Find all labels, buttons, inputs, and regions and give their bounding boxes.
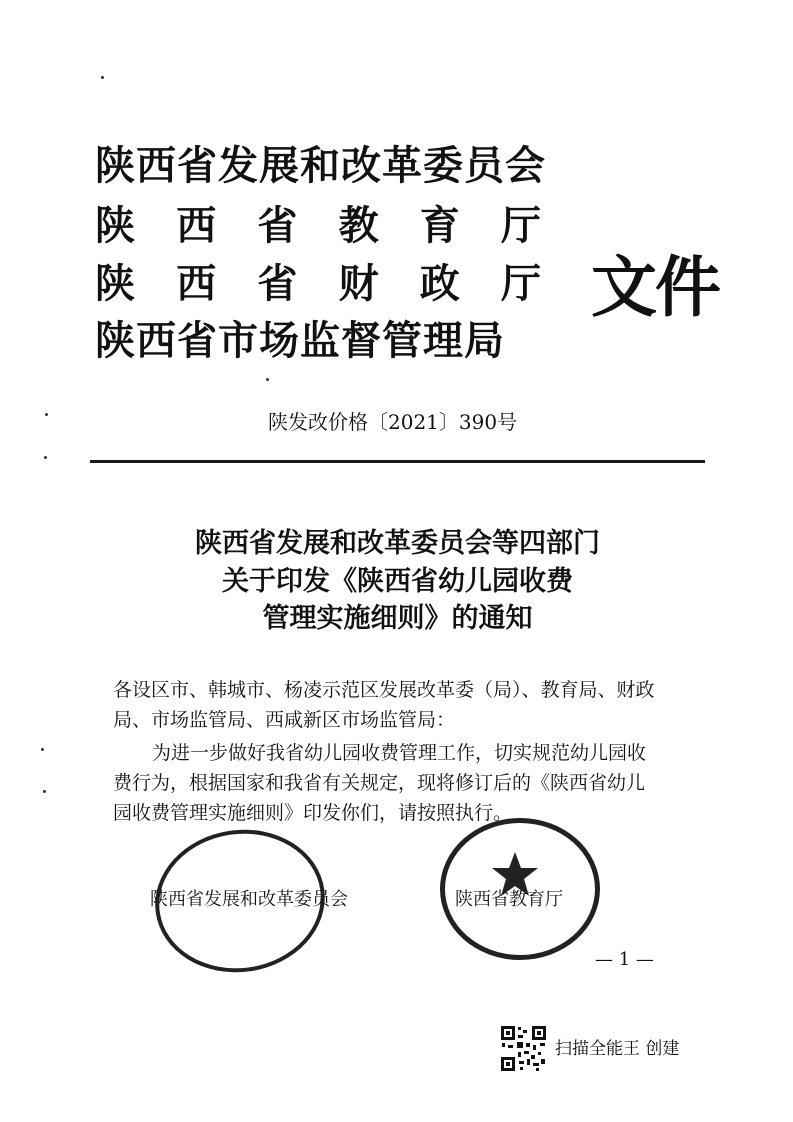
issuer-line-ndrc: 陕西省发展和改革委员会 (95, 142, 546, 189)
issuer-line-finance: 陕 西 省 财 政 厅 (95, 260, 541, 307)
masthead-suffix: 文件 (591, 248, 719, 326)
title-line-3: 管理实施细则》的通知 (262, 603, 533, 634)
addressee-line-1: 各设区市、韩城市、杨凌示范区发展改革委（局）、教育局、财政 (113, 679, 655, 701)
addressee-line-2: 局、市场监管局、西咸新区市场监管局： (113, 709, 456, 731)
scan-speck (266, 378, 269, 381)
scan-speck (44, 456, 47, 459)
masthead-divider (90, 460, 705, 463)
title-line-2: 关于印发《陕西省幼儿园收费 (222, 566, 573, 597)
title-line-1: 陕西省发展和改革委员会等四部门 (195, 528, 600, 559)
document-number: 陕发改价格〔2021〕390号 (268, 410, 518, 434)
scan-speck (101, 76, 104, 79)
body-line-3: 园收费管理实施细则》印发你们，请按照执行。 (113, 802, 513, 824)
issuer-line-market-regulation: 陕西省市场监督管理局 (95, 317, 505, 364)
page-number: — 1 — (595, 949, 654, 970)
scan-speck (41, 748, 44, 751)
scan-speck (45, 413, 48, 416)
issuer-line-education: 陕 西 省 教 育 厅 (95, 202, 541, 249)
scan-speck (43, 790, 46, 793)
qr-code-icon (500, 1025, 547, 1072)
body-line-1: 为进一步做好我省幼儿园收费管理工作，切实规范幼儿园收 (152, 742, 647, 764)
body-line-2: 费行为，根据国家和我省有关规定，现将修订后的《陕西省幼儿 (113, 772, 646, 794)
signature-education: 陕西省教育厅 (455, 889, 563, 910)
signature-ndrc: 陕西省发展和改革委员会 (150, 889, 348, 910)
scanner-watermark-text: 扫描全能王 创建 (555, 1039, 680, 1059)
